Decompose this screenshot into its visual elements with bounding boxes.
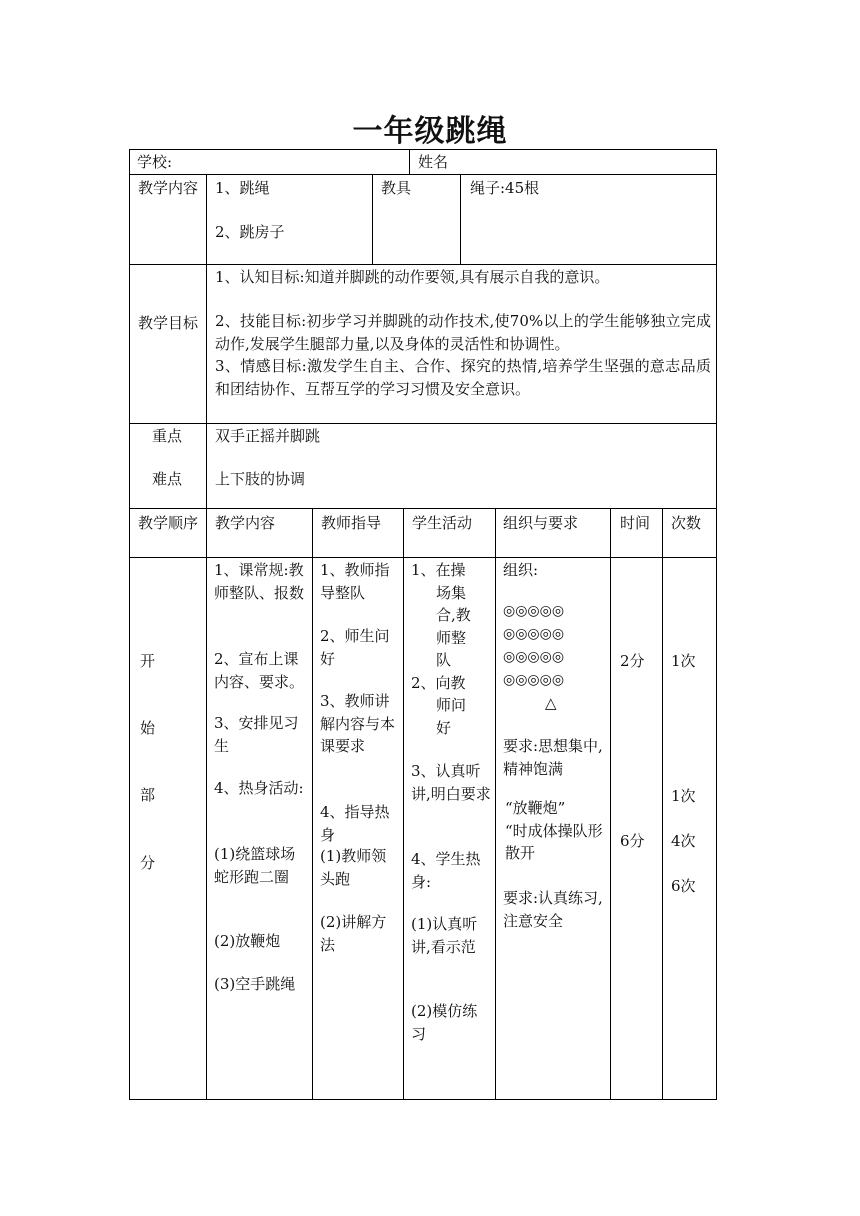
section-label-char: 始 [140, 719, 156, 737]
content-step: (1)绕篮球场蛇形跑二圈 [214, 845, 296, 886]
col-header-content: 教学内容 [215, 514, 276, 532]
teacher-step: 2、师生问好 [320, 627, 390, 668]
count-value: 1次 [671, 787, 696, 805]
time-value: 2分 [620, 652, 645, 670]
col-header-teacher: 教师指导 [321, 514, 382, 532]
col-header-order: 教学顺序 [138, 514, 199, 532]
teacher-step: (2)讲解方法 [320, 913, 387, 954]
content-item-2: 2、跳房子 [215, 223, 285, 241]
section-label-char: 部 [140, 786, 156, 804]
key-point-label: 重点 [152, 427, 183, 445]
student-line: 1、在操 [411, 561, 466, 579]
difficulty-label: 难点 [152, 470, 183, 488]
student-line: 好 [436, 719, 452, 737]
formation-row: ◎◎◎◎◎ [503, 672, 565, 688]
col-header-student: 学生活动 [412, 514, 473, 532]
student-step: 4、学生热身: [411, 850, 481, 891]
org-requirement-1: 要求:思想集中,精神饱满 [503, 737, 603, 778]
count-value: 1次 [671, 652, 696, 670]
student-line: 2、向教 [411, 674, 466, 692]
goal-emotion: 3、情感目标:激发学生自主、合作、探究的热情,培养学生坚强的意志品质和团结协作、互帮互学的学习习惯及安全意识。 [215, 357, 711, 398]
key-point-value: 双手正摇并脚跳 [215, 427, 321, 445]
content-step: 2、宣布上课内容、要求。 [214, 650, 305, 691]
formation-row: ◎◎◎◎◎ [503, 649, 565, 665]
col-header-count: 次数 [671, 514, 702, 532]
student-line: 场集 [436, 584, 467, 602]
count-value: 4次 [671, 832, 696, 850]
school-label: 学校: [137, 153, 173, 171]
content-label: 教学内容 [138, 179, 199, 197]
content-step: 3、安排见习生 [214, 714, 299, 755]
goals-label: 教学目标 [138, 314, 199, 332]
content-item-1: 1、跳绳 [215, 179, 270, 197]
content-step: 4、热身活动: [214, 779, 304, 797]
tools-value: 绳子:45根 [470, 179, 540, 197]
student-step: (1)认真听讲,看示范 [411, 915, 478, 956]
col-header-time: 时间 [620, 514, 651, 532]
count-value: 6次 [671, 877, 696, 895]
student-line: 队 [436, 651, 452, 669]
section-label-char: 分 [140, 854, 156, 872]
teacher-step: 1、教师指导整队 [320, 561, 390, 602]
org-label: 组织: [503, 561, 539, 579]
teacher-step: (1)教师领头跑 [320, 847, 387, 888]
name-label: 姓名 [418, 153, 449, 171]
difficulty-value: 上下肢的协调 [215, 470, 306, 488]
formation-row: ◎◎◎◎◎ [503, 603, 565, 619]
student-line: 合,教 [436, 606, 471, 624]
student-line: 师问 [436, 696, 467, 714]
document-title: 一年级跳绳 [352, 114, 508, 149]
section-label-char: 开 [140, 652, 156, 670]
col-header-organization: 组织与要求 [503, 514, 579, 532]
teacher-step: 4、指导热身 [320, 803, 390, 844]
tools-label: 教具 [381, 179, 412, 197]
formation-row: ◎◎◎◎◎ [503, 626, 565, 642]
content-step: 1、课常规:教师整队、报数 [214, 561, 305, 602]
student-step: (2)模仿练习 [411, 1002, 478, 1043]
time-value: 6分 [620, 832, 645, 850]
content-step: (2)放鞭炮 [214, 932, 281, 950]
goal-skill: 2、技能目标:初步学习并脚跳的动作技术,使70%以上的学生能够独立完成动作,发展学生腿部力量,以及身体的灵活性和协调性。 [215, 312, 711, 353]
teacher-step: 3、教师讲解内容与本课要求 [320, 692, 396, 755]
content-step: (3)空手跳绳 [214, 975, 296, 993]
goal-cognitive: 1、认知目标:知道并脚跳的动作要领,具有展示自我的意识。 [215, 268, 610, 286]
org-requirement-2: 要求:认真练习,注意安全 [503, 889, 603, 930]
org-games: “放鞭炮” “时成体操队形散开 [505, 799, 603, 862]
student-step: 3、认真听讲,明白要求 [411, 762, 491, 803]
student-line: 师整 [436, 629, 467, 647]
teacher-position-mark: △ [545, 694, 557, 712]
